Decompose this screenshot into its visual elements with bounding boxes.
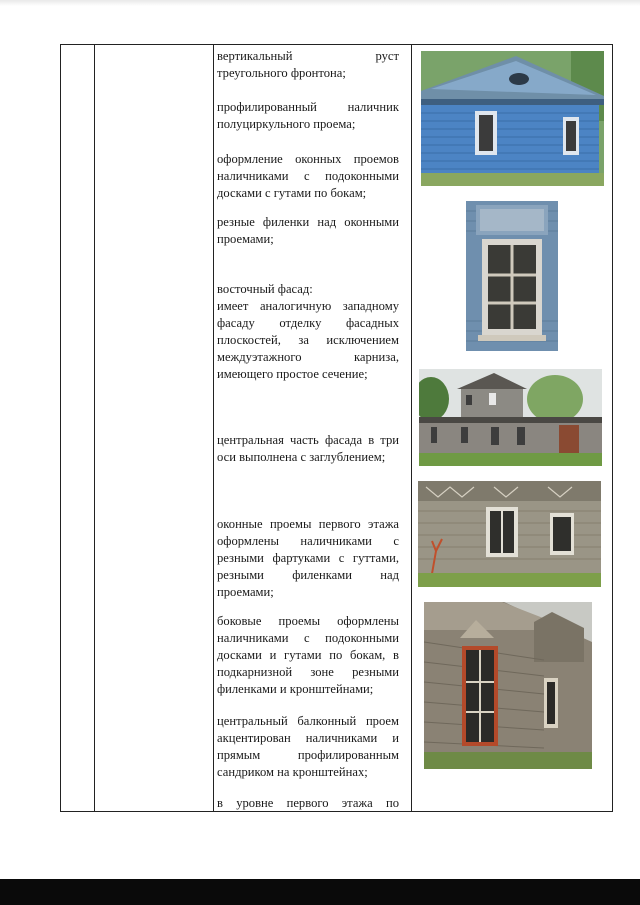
- text-line: наличниками с подоконными: [217, 169, 399, 183]
- text-line: в уровне первого этажа по: [217, 796, 399, 810]
- text-line: прямым профилированным: [217, 748, 399, 762]
- text-line: имеет аналогичную западному: [217, 299, 399, 313]
- text-line: треугольного фронтона;: [217, 66, 346, 80]
- text-line: центральный балконный проем: [217, 714, 399, 728]
- paragraph-4: [217, 214, 399, 248]
- photo-house-trees: [419, 369, 602, 466]
- text-line: сандриком на кронштейнах;: [217, 765, 368, 779]
- text-line: резными филенками над: [217, 568, 399, 582]
- photo-window-detail: [466, 201, 558, 351]
- photo-side-facade: [424, 602, 592, 769]
- text-line: плоскостей, за исключением: [217, 333, 399, 347]
- text-line: восточный фасад:: [217, 282, 313, 296]
- column-divider-3: [411, 45, 412, 811]
- paragraph-1: [217, 48, 399, 82]
- text-line: оконные проемы первого этажа: [217, 517, 399, 531]
- text-line: полуциркульного проема;: [217, 117, 356, 131]
- text-line: подкарнизной зоне резными: [217, 665, 399, 679]
- text-line: центральная часть фасада в три: [217, 433, 399, 447]
- column-divider-2: [213, 45, 214, 811]
- column-divider-1: [94, 45, 95, 811]
- photo-first-floor-windows: [418, 481, 601, 587]
- text-line: фасаду отделку фасадных: [217, 316, 399, 330]
- paragraph-3: [217, 151, 399, 202]
- paragraph-10: [217, 795, 399, 812]
- text-line: филенками и кронштейнами;: [217, 682, 374, 696]
- photo-blue-facade: [421, 51, 604, 186]
- text-line: оформлены наличниками с: [217, 534, 399, 548]
- text-line: вертикальный руст: [217, 49, 399, 63]
- paragraph-6: [217, 432, 399, 466]
- paragraph-9: [217, 713, 399, 781]
- text-line: наличниками с подоконными: [217, 631, 399, 645]
- text-line: профилированный наличник: [217, 100, 399, 114]
- text-line: оси выполнена с заглублением;: [217, 450, 386, 464]
- text-line: досками с гутами по бокам;: [217, 186, 367, 200]
- paragraph-8: [217, 613, 399, 698]
- scan-bottom-edge: [0, 879, 640, 905]
- text-line: проемами;: [217, 232, 274, 246]
- text-line: боковые проемы оформлены: [217, 614, 399, 628]
- text-line: оформление оконных проемов: [217, 152, 399, 166]
- paragraph-5: [217, 281, 399, 383]
- text-line: акцентирован наличниками и: [217, 731, 399, 745]
- text-line: проемами;: [217, 585, 274, 599]
- text-line: резными фартуками с гуттами,: [217, 551, 399, 565]
- text-line: досками и гутами по бокам, в: [217, 648, 399, 662]
- text-line: междуэтажного карниза,: [217, 350, 399, 364]
- text-line: имеющего простое сечение;: [217, 367, 368, 381]
- paragraph-7: [217, 516, 399, 601]
- scan-top-edge: [0, 0, 640, 6]
- paragraph-2: [217, 99, 399, 133]
- text-line: резные филенки над оконными: [217, 215, 399, 229]
